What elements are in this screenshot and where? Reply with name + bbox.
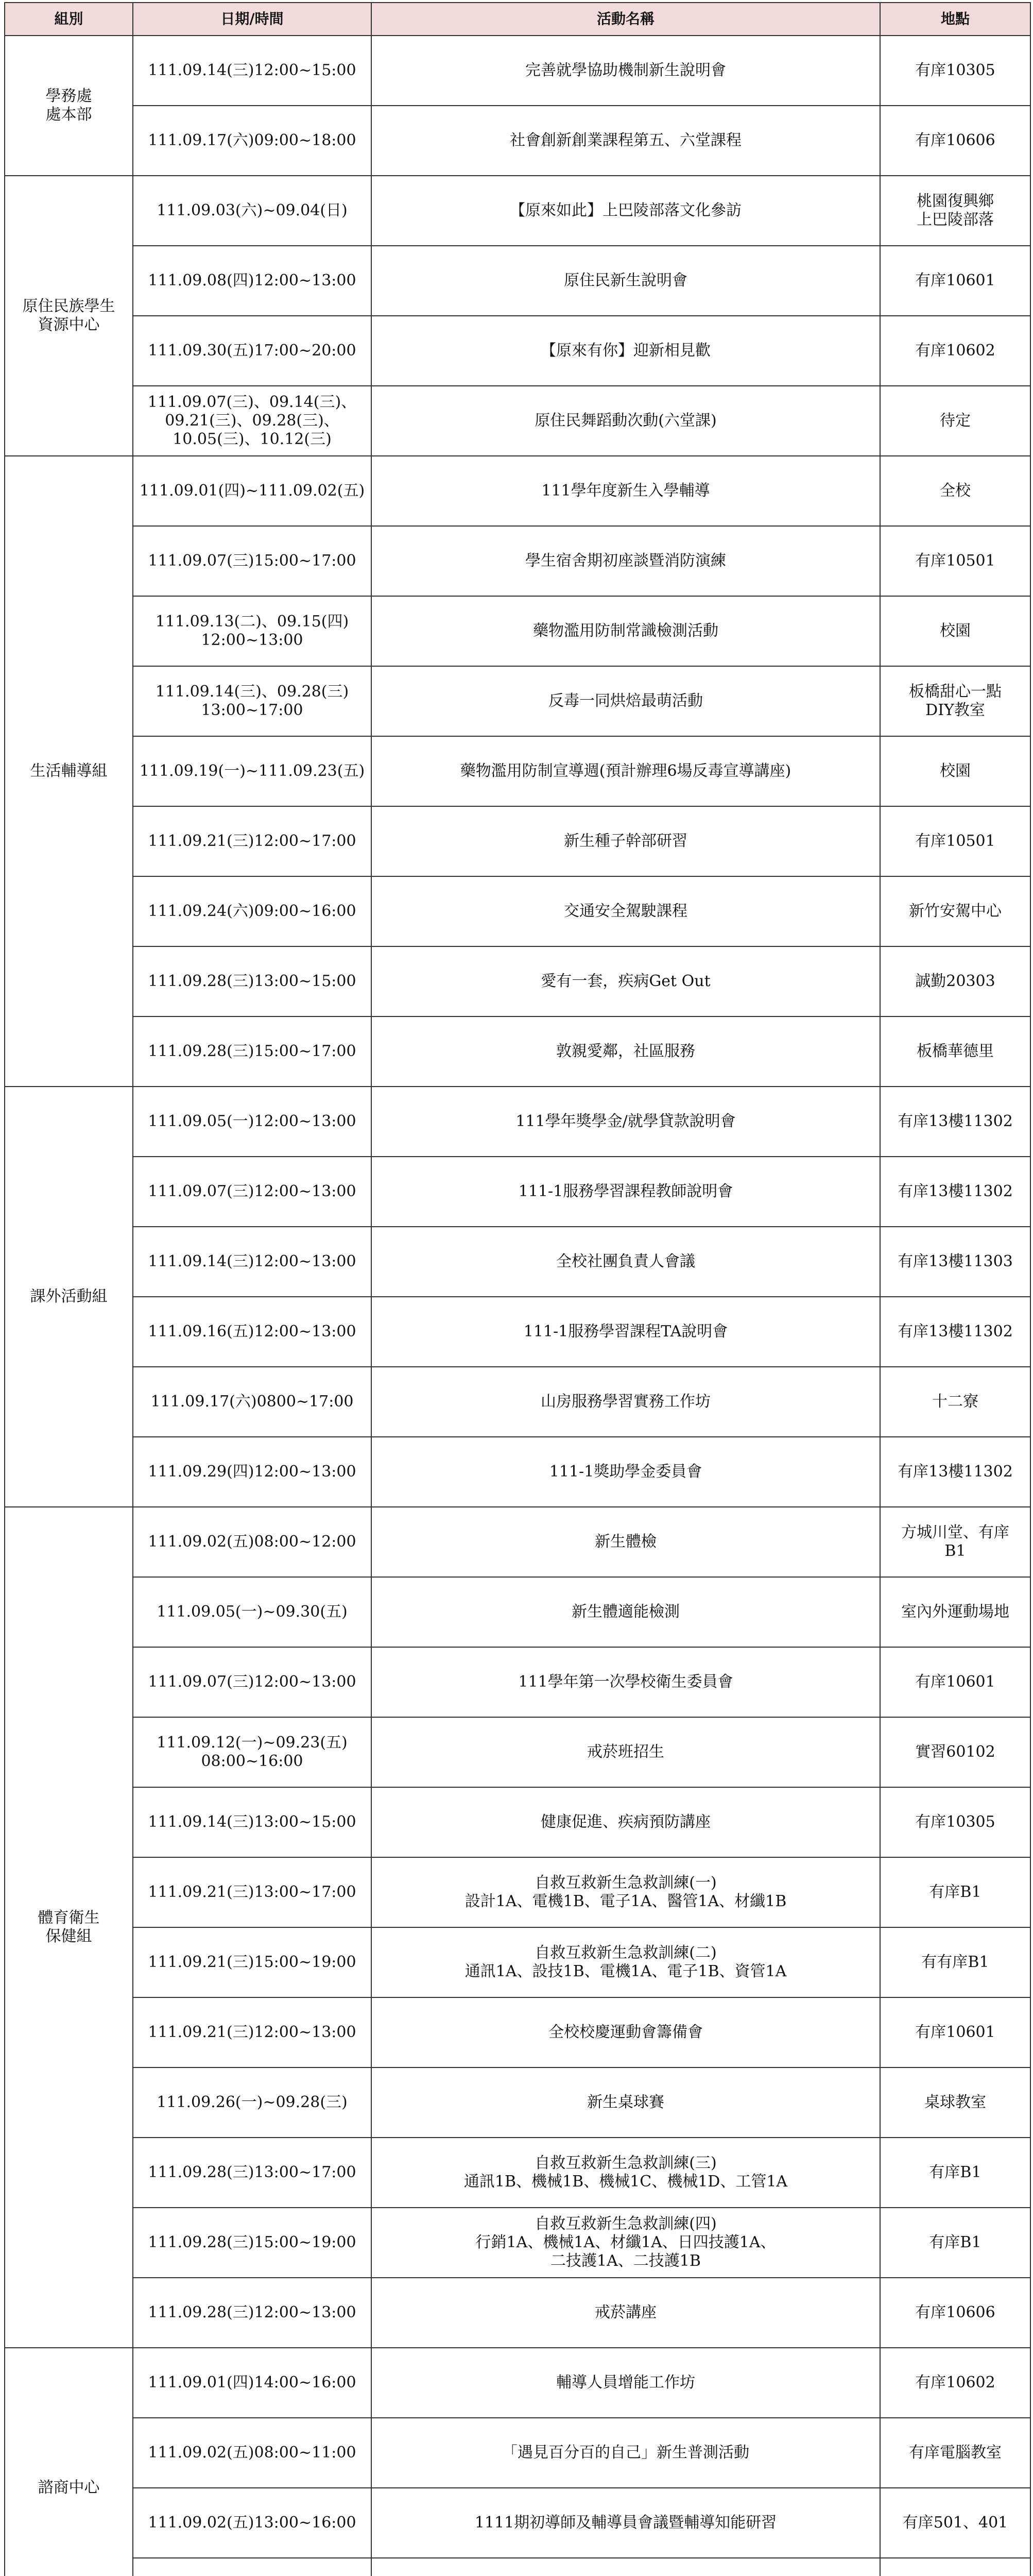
table-row: [5, 456, 1030, 526]
activity-date-cell: 111.09.28(三)15:00~17:00: [133, 1016, 371, 1087]
activity-date-cell: 111.09.28(三)13:00~17:00: [133, 2138, 371, 2208]
activity-name-cell: 自救互救新生急救訓練(四) 行銷1A、機械1A、材纖1A、日四技護1A、 二技護1A、二技護1B: [371, 2208, 880, 2278]
group-name-cell: 諮商中心: [5, 2348, 133, 2576]
activity-date-cell: 111.09.21(三)13:00~17:00: [133, 1857, 371, 1927]
activity-location-cell: 有庠13樓11302: [880, 1087, 1030, 1157]
activity-name-cell: 111-1服務學習課程TA說明會: [371, 1297, 880, 1367]
table-row: [5, 106, 1030, 176]
table-row: [5, 246, 1030, 316]
activity-location-cell: 十二寮: [880, 1367, 1030, 1437]
group-name-cell: 生活輔導組: [5, 456, 133, 1087]
table-row: [5, 1717, 1030, 1787]
group-name-cell: 原住民族學生 資源中心: [5, 176, 133, 456]
activity-name-cell: 交通安全駕駛課程: [371, 876, 880, 946]
activity-name-cell: 新生桌球賽: [371, 2067, 880, 2138]
activity-location-cell: 有庠13樓11302: [880, 1157, 1030, 1227]
table-row: [5, 596, 1030, 666]
activity-date-cell: 111.09.17(六)0800~17:00: [133, 1367, 371, 1437]
activity-date-cell: 111.09.02(五)08:00~12:00: [133, 1507, 371, 1577]
activity-date-cell: 111.09.14(三)12:00~13:00: [133, 1227, 371, 1297]
activity-date-cell: 111.09.14(三)13:00~15:00: [133, 1787, 371, 1857]
activity-name-cell: 自救互救新生急救訓練(一) 設計1A、電機1B、電子1A、醫管1A、材纖1B: [371, 1857, 880, 1927]
table-body: [5, 36, 1030, 2576]
table-row: [5, 1997, 1030, 2067]
table-row: [5, 2558, 1030, 2576]
activity-name-cell: 戒菸班招生: [371, 1717, 880, 1787]
activity-date-cell: 111.09.02(五)13:00~16:00: [133, 2488, 371, 2558]
activity-location-cell: 有庠10601: [880, 1997, 1030, 2067]
table-row: [5, 1927, 1030, 1997]
activity-name-cell: 學生宿舍期初座談暨消防演練: [371, 526, 880, 596]
activity-date-cell: 111.09.21(三)15:00~19:00: [133, 1927, 371, 1997]
activity-date-cell: 111.09.12(一)~09.23(五) 08:00~16:00: [133, 1717, 371, 1787]
header-row: [5, 3, 1030, 36]
activity-location-cell: 方城川堂、有庠 B1: [880, 1507, 1030, 1577]
activity-name-cell: 1111期初導師及輔導員會議暨輔導知能研習: [371, 2488, 880, 2558]
activity-date-cell: 111.09.05(一)~09.30(五): [133, 1577, 371, 1647]
activity-date-cell: 111.09.05(一)12:00~13:00: [133, 1087, 371, 1157]
activity-name-cell: 完善就學協助機制新生說明會: [371, 36, 880, 106]
activity-location-cell: 有庠電腦教室: [880, 2418, 1030, 2488]
activity-name-cell: 藥物濫用防制常識檢測活動: [371, 596, 880, 666]
activity-name-cell: 愛有一套，疾病Get Out: [371, 946, 880, 1016]
activity-name-cell: 原住民舞蹈動次動(六堂課): [371, 386, 880, 456]
activity-location-cell: 有庠10606: [880, 106, 1030, 176]
table-row: [5, 1227, 1030, 1297]
table-row: [5, 1367, 1030, 1437]
table-row: [5, 2278, 1030, 2348]
activity-location-cell: 桃園復興鄉 上巴陵部落: [880, 176, 1030, 246]
table-row: [5, 2488, 1030, 2558]
table-row: [5, 2418, 1030, 2488]
activity-location-cell: 有庠10602: [880, 316, 1030, 386]
activity-name-cell: 「遇見百分百的自己」新生普測活動: [371, 2418, 880, 2488]
activity-location-cell: 有庠10602: [880, 2348, 1030, 2418]
activity-name-cell: 新生體適能檢測: [371, 1577, 880, 1647]
activity-name-cell: 輔導人員增能工作坊: [371, 2348, 880, 2418]
activity-date-cell: 111.09.24(六)09:00~16:00: [133, 876, 371, 946]
activity-location-cell: 有庠10305: [880, 1787, 1030, 1857]
table-row: [5, 1577, 1030, 1647]
table-row: [5, 736, 1030, 806]
table-row: [5, 2067, 1030, 2138]
activity-name-cell: 【原來有你】迎新相見歡: [371, 316, 880, 386]
activity-location-cell: 桌球教室: [880, 2067, 1030, 2138]
table-row: [5, 2138, 1030, 2208]
activity-name-cell: 111學年度新生入學輔導: [371, 456, 880, 526]
activity-location-cell: 有庠10305: [880, 36, 1030, 106]
activity-date-cell: 111.09.16(五)12:00~13:00: [133, 1297, 371, 1367]
activity-location-cell: 有有庠B1: [880, 1927, 1030, 1997]
activity-location-cell: 有庠13樓11302: [880, 1297, 1030, 1367]
activity-location-cell: 有庠501、401: [880, 2488, 1030, 2558]
activity-name-cell: [371, 2558, 880, 2576]
table-row: [5, 1647, 1030, 1717]
activity-location-cell: [880, 2558, 1030, 2576]
activity-location-cell: 有庠13樓11303: [880, 1227, 1030, 1297]
activity-date-cell: 111.09.21(三)12:00~17:00: [133, 806, 371, 876]
activity-location-cell: 校園: [880, 596, 1030, 666]
activity-date-cell: 111.09.07(三)15:00~17:00: [133, 526, 371, 596]
activity-name-cell: 藥物濫用防制宣導週(預計辦理6場反毒宣導講座): [371, 736, 880, 806]
activity-location-cell: 誠勤20303: [880, 946, 1030, 1016]
table-header: [5, 3, 1030, 36]
table-row: [5, 316, 1030, 386]
table-row: [5, 1437, 1030, 1507]
activity-date-cell: 111.09.07(三)、09.14(三)、 09.21(三)、09.28(三)、 10.05(三)、10.12(三): [133, 386, 371, 456]
header-date: 日期/時間: [133, 3, 371, 36]
activity-date-cell: 111.09.28(三)13:00~15:00: [133, 946, 371, 1016]
table-row: [5, 946, 1030, 1016]
activity-date-cell: 111.09.30(五)17:00~20:00: [133, 316, 371, 386]
activity-date-cell: 111.09.17(六)09:00~18:00: [133, 106, 371, 176]
activity-location-cell: 有庠B1: [880, 1857, 1030, 1927]
table-row: [5, 1087, 1030, 1157]
activity-location-cell: 有庠B1: [880, 2208, 1030, 2278]
activity-name-cell: 社會創新創業課程第五、六堂課程: [371, 106, 880, 176]
activity-name-cell: 敦親愛鄰，社區服務: [371, 1016, 880, 1087]
activity-location-cell: 有庠B1: [880, 2138, 1030, 2208]
activity-date-cell: 111.09.01(四)14:00~16:00: [133, 2348, 371, 2418]
activity-schedule-table: [4, 2, 1031, 2576]
activity-location-cell: 有庠10601: [880, 246, 1030, 316]
activity-date-cell: 111.09.03(六)~09.04(日): [133, 176, 371, 246]
activity-location-cell: 有庠10501: [880, 526, 1030, 596]
group-name-cell: 課外活動組: [5, 1087, 133, 1507]
activity-name-cell: 111學年獎學金/就學貸款說明會: [371, 1087, 880, 1157]
activity-location-cell: 有庠10601: [880, 1647, 1030, 1717]
header-group: 組別: [5, 3, 133, 36]
activity-name-cell: 111學年第一次學校衛生委員會: [371, 1647, 880, 1717]
activity-date-cell: 111.09.02(五)08:00~11:00: [133, 2418, 371, 2488]
table-row: [5, 806, 1030, 876]
table-row: [5, 176, 1030, 246]
activity-date-cell: 111.09.26(一)~09.28(三): [133, 2067, 371, 2138]
activity-date-cell: 111.09.28(三)12:00~13:00: [133, 2278, 371, 2348]
activity-name-cell: 新生體檢: [371, 1507, 880, 1577]
group-name-cell: 學務處 處本部: [5, 36, 133, 176]
activity-name-cell: 111-1服務學習課程教師說明會: [371, 1157, 880, 1227]
table-row: [5, 2208, 1030, 2278]
activity-name-cell: 健康促進、疾病預防講座: [371, 1787, 880, 1857]
table-row: [5, 1787, 1030, 1857]
table-row: [5, 2348, 1030, 2418]
activity-date-cell: 111.09.21(三)12:00~13:00: [133, 1997, 371, 2067]
activity-name-cell: 原住民新生說明會: [371, 246, 880, 316]
activity-name-cell: 全校校慶運動會籌備會: [371, 1997, 880, 2067]
activity-name-cell: 新生種子幹部研習: [371, 806, 880, 876]
table-row: [5, 386, 1030, 456]
table-row: [5, 1016, 1030, 1087]
activity-date-cell: 111.09.14(三)12:00~15:00: [133, 36, 371, 106]
activity-name-cell: 反毒一同烘焙最萌活動: [371, 666, 880, 736]
activity-name-cell: 111-1獎助學金委員會: [371, 1437, 880, 1507]
activity-location-cell: 待定: [880, 386, 1030, 456]
activity-date-cell: 111.09.14(三)、09.28(三) 13:00~17:00: [133, 666, 371, 736]
activity-name-cell: 山房服務學習實務工作坊: [371, 1367, 880, 1437]
activity-date-cell: [133, 2558, 371, 2576]
activity-location-cell: 全校: [880, 456, 1030, 526]
activity-location-cell: 實習60102: [880, 1717, 1030, 1787]
table-row: [5, 1507, 1030, 1577]
table-row: [5, 1157, 1030, 1227]
table-row: [5, 1857, 1030, 1927]
table-row: [5, 1297, 1030, 1367]
activity-name-cell: 全校社團負責人會議: [371, 1227, 880, 1297]
activity-name-cell: 【原來如此】上巴陵部落文化參訪: [371, 176, 880, 246]
activity-name-cell: 戒菸講座: [371, 2278, 880, 2348]
activity-date-cell: 111.09.08(四)12:00~13:00: [133, 246, 371, 316]
activity-date-cell: 111.09.07(三)12:00~13:00: [133, 1647, 371, 1717]
table-row: [5, 666, 1030, 736]
activity-location-cell: 新竹安駕中心: [880, 876, 1030, 946]
activity-date-cell: 111.09.19(一)~111.09.23(五): [133, 736, 371, 806]
header-name: 活動名稱: [371, 3, 880, 36]
activity-name-cell: 自救互救新生急救訓練(二) 通訊1A、設技1B、電機1A、電子1B、資管1A: [371, 1927, 880, 1997]
table-row: [5, 526, 1030, 596]
activity-location-cell: 有庠10501: [880, 806, 1030, 876]
activity-date-cell: 111.09.13(二)、09.15(四) 12:00~13:00: [133, 596, 371, 666]
activity-date-cell: 111.09.29(四)12:00~13:00: [133, 1437, 371, 1507]
activity-location-cell: 板橋甜心一點 DIY教室: [880, 666, 1030, 736]
activity-date-cell: 111.09.07(三)12:00~13:00: [133, 1157, 371, 1227]
header-location: 地點: [880, 3, 1030, 36]
activity-location-cell: 有庠13樓11302: [880, 1437, 1030, 1507]
activity-date-cell: 111.09.28(三)15:00~19:00: [133, 2208, 371, 2278]
activity-date-cell: 111.09.01(四)~111.09.02(五): [133, 456, 371, 526]
activity-name-cell: 自救互救新生急救訓練(三) 通訊1B、機械1B、機械1C、機械1D、工管1A: [371, 2138, 880, 2208]
group-name-cell: 體育衛生 保健組: [5, 1507, 133, 2348]
table-row: [5, 36, 1030, 106]
activity-location-cell: 有庠10606: [880, 2278, 1030, 2348]
activity-location-cell: 板橋華德里: [880, 1016, 1030, 1087]
table-row: [5, 876, 1030, 946]
activity-location-cell: 校園: [880, 736, 1030, 806]
activity-location-cell: 室內外運動場地: [880, 1577, 1030, 1647]
